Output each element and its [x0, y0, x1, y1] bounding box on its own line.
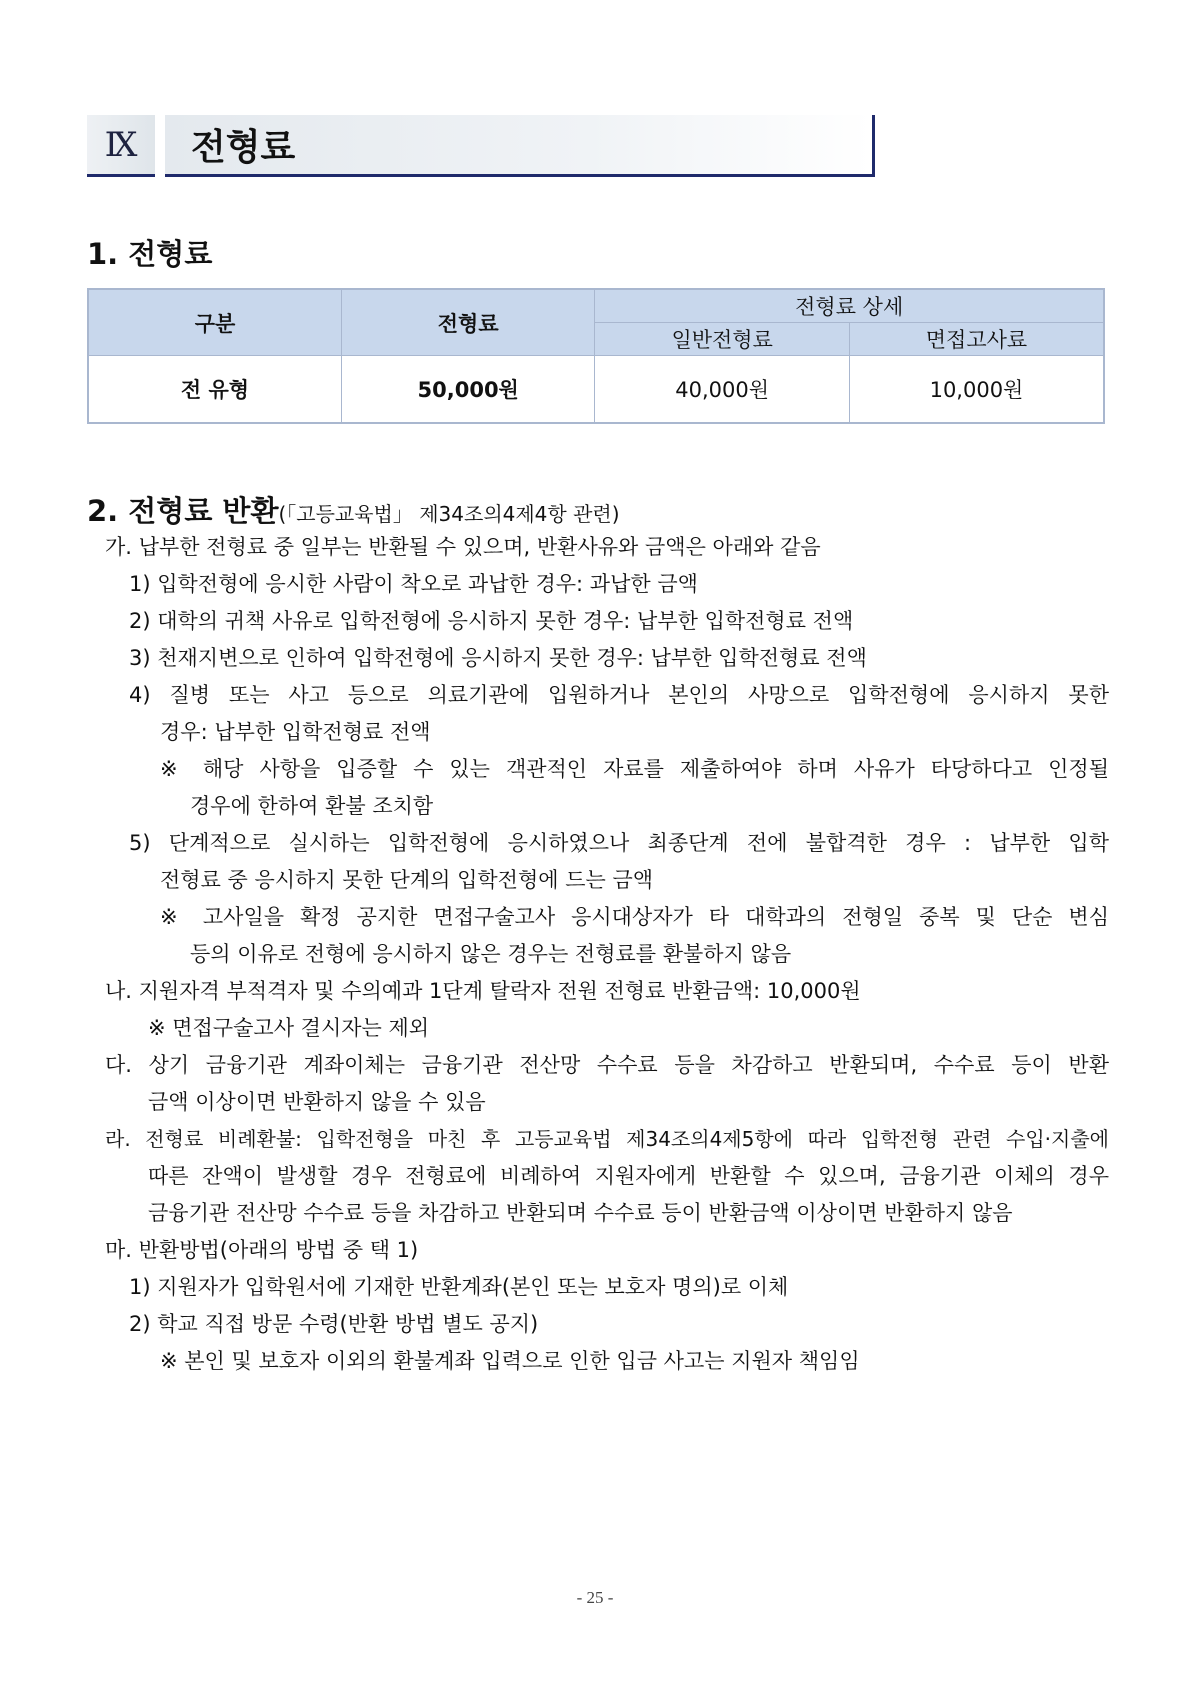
col-header-detail: 전형료 상세	[595, 289, 1104, 323]
chapter-number: Ⅸ	[87, 115, 155, 177]
section2-heading-note: (「고등교육법」 제34조의4제4항 관련)	[278, 502, 620, 526]
cell-category: 전 유형	[88, 356, 341, 424]
section1-heading: 1. 전형료	[87, 237, 213, 271]
list-item: 4) 질병 또는 사고 등으로 의료기관에 입원하거나 본인의 사망으로 입학전형에 응시하지 못한	[129, 683, 1109, 707]
list-item: 라. 전형료 비례환불: 입학전형을 마친 후 고등교육법 제34조의4제5항에 따라 입학전형 관련 수입·지출에	[105, 1127, 1109, 1151]
list-item: 마. 반환방법(아래의 방법 중 택 1)	[105, 1238, 419, 1262]
list-item: 따른 잔액이 발생할 경우 전형료에 비례하여 지원자에게 반환할 수 있으며, 금융기관 이체의 경우	[148, 1164, 1109, 1188]
col-header-general: 일반전형료	[595, 323, 850, 356]
page-number: - 25 -	[576, 1588, 614, 1607]
list-item: 2) 학교 직접 방문 수령(반환 방법 별도 공지)	[129, 1312, 539, 1336]
list-item: 금액 이상이면 반환하지 않을 수 있음	[148, 1090, 486, 1114]
list-item: 다. 상기 금융기관 계좌이체는 금융기관 전산망 수수료 등을 차감하고 반환되며, 수수료 등이 반환	[105, 1053, 1109, 1077]
list-item: 가. 납부한 전형료 중 일부는 반환될 수 있으며, 반환사유와 금액은 아래와 같음	[105, 535, 821, 559]
col-header-fee: 전형료	[341, 289, 594, 356]
list-item: 전형료 중 응시하지 못한 단계의 입학전형에 드는 금액	[160, 868, 654, 892]
note-item: ※ 해당 사항을 입증할 수 있는 객관적인 자료를 제출하여야 하며 사유가 타당하다고 인정될	[160, 757, 1109, 781]
section2-heading	[87, 489, 620, 530]
cell-general: 40,000원	[595, 356, 850, 424]
cell-fee: 50,000원	[341, 356, 594, 424]
fee-table	[87, 288, 1105, 424]
list-item: 3) 천재지변으로 인하여 입학전형에 응시하지 못한 경우: 납부한 입학전형료 전액	[129, 646, 867, 670]
list-item: 2) 대학의 귀책 사유로 입학전형에 응시하지 못한 경우: 납부한 입학전형료 전액	[129, 609, 854, 633]
section2-heading-text: 2. 전형료 반환	[87, 494, 279, 528]
list-item: 경우: 납부한 입학전형료 전액	[160, 720, 431, 744]
note-item: ※ 면접구술고사 결시자는 제외	[148, 1016, 430, 1040]
list-item: 1) 입학전형에 응시한 사람이 착오로 과납한 경우: 과납한 금액	[129, 572, 698, 596]
note-item: ※ 본인 및 보호자 이외의 환불계좌 입력으로 인한 입금 사고는 지원자 책임임	[160, 1349, 860, 1373]
list-item: 1) 지원자가 입학원서에 기재한 반환계좌(본인 또는 보호자 명의)로 이체	[129, 1275, 789, 1299]
table-row	[88, 356, 1104, 424]
col-header-interview: 면접고사료	[849, 323, 1104, 356]
list-item: 5) 단계적으로 실시하는 입학전형에 응시하였으나 최종단계 전에 불합격한 경우 : 납부한 입학	[129, 831, 1109, 855]
list-item: 금융기관 전산망 수수료 등을 차감하고 반환되며 수수료 등이 반환금액 이상이면 반환하지 않음	[148, 1201, 1013, 1225]
chapter-title: 전형료	[165, 115, 875, 177]
note-item: ※ 고사일을 확정 공지한 면접구술고사 응시대상자가 타 대학과의 전형일 중복 및 단순 변심	[160, 905, 1109, 929]
note-item: 경우에 한하여 환불 조치함	[190, 794, 434, 818]
cell-interview: 10,000원	[849, 356, 1104, 424]
list-item: 나. 지원자격 부적격자 및 수의예과 1단계 탈락자 전원 전형료 반환금액: 10,000원	[105, 979, 861, 1003]
note-item: 등의 이유로 전형에 응시하지 않은 경우는 전형료를 환불하지 않음	[190, 942, 792, 966]
col-header-category: 구분	[88, 289, 341, 356]
